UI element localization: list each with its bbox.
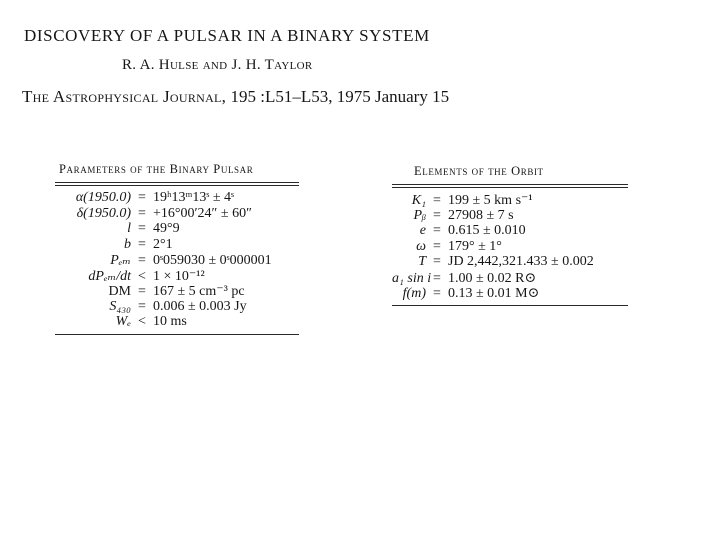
row-symbol: δ(1950.0) — [76, 205, 131, 221]
row-symbol: Pᵦ — [413, 207, 426, 223]
row-symbol: a₁ sin i — [392, 270, 432, 286]
row-value: 179° ± 1° — [448, 238, 502, 254]
row-relation: = — [433, 286, 441, 301]
table-row — [392, 239, 628, 255]
table-top-rule — [392, 184, 628, 188]
row-relation: < — [138, 314, 146, 329]
orbit-elements-caption: Elements of the Orbit — [414, 164, 544, 178]
paper-citation — [22, 87, 449, 107]
row-value: 49°9 — [153, 221, 180, 236]
row-value: 0ˢ059030 ± 0ˢ000001 — [153, 253, 272, 268]
row-symbol: Pₑₘ — [110, 253, 131, 268]
row-symbol: dPₑₘ/dt — [88, 268, 131, 284]
row-relation: = — [138, 236, 146, 252]
table-row — [392, 208, 628, 224]
table-row — [55, 221, 299, 237]
row-relation: < — [138, 268, 146, 284]
row-symbol: S₄₃₀ — [109, 298, 131, 314]
table-row — [55, 252, 299, 268]
row-symbol: f(m) — [402, 286, 426, 301]
row-value: 19ʰ13ᵐ13ˢ ± 4ˢ — [153, 190, 234, 205]
paper-title: DISCOVERY OF A PULSAR IN A BINARY SYSTEM — [24, 26, 430, 45]
pulsar-parameters-rows — [55, 190, 299, 330]
row-relation: = — [138, 205, 146, 221]
row-symbol: K₁ — [411, 193, 426, 208]
row-relation: = — [138, 253, 146, 268]
row-relation: = — [433, 254, 441, 269]
row-relation: = — [433, 193, 441, 208]
row-value: 2°1 — [153, 236, 173, 252]
row-value: 167 ± 5 cm⁻³ pc — [153, 284, 245, 299]
row-relation: = — [433, 270, 441, 286]
table-row — [55, 314, 299, 330]
table-row — [55, 206, 299, 222]
row-value: 199 ± 5 km s⁻¹ — [448, 193, 533, 208]
row-value: 0.13 ± 0.01 M⊙ — [448, 286, 540, 301]
table-row — [392, 285, 628, 301]
row-relation: = — [138, 190, 146, 205]
table-row — [392, 223, 628, 239]
pulsar-parameters-table — [55, 162, 299, 335]
row-symbol: α(1950.0) — [75, 190, 131, 205]
orbit-elements-table — [392, 164, 628, 306]
row-value: 1.00 ± 0.02 R⊙ — [448, 270, 537, 286]
row-value: 0.615 ± 0.010 — [448, 223, 526, 238]
table-bottom-rule — [392, 305, 628, 306]
citation-journal: The Astrophysical Journal, — [22, 87, 227, 106]
row-symbol: b — [124, 236, 131, 252]
table-row — [392, 192, 628, 208]
row-relation: = — [138, 221, 146, 236]
row-relation: = — [433, 223, 441, 238]
row-value: 1 × 10⁻¹² — [153, 268, 205, 284]
table-row — [392, 254, 628, 270]
row-value: 10 ms — [153, 314, 187, 329]
table-row — [392, 270, 628, 286]
row-value: JD 2,442,321.433 ± 0.002 — [448, 254, 594, 269]
row-relation: = — [138, 284, 146, 299]
row-symbol: DM — [108, 284, 131, 299]
pulsar-parameters-caption: Parameters of the Binary Pulsar — [59, 162, 254, 176]
table-row — [55, 299, 299, 315]
citation-reference: 195 :L51–L53, 1975 January 15 — [230, 87, 450, 106]
row-value: 0.006 ± 0.003 Jy — [153, 298, 247, 314]
row-relation: = — [433, 238, 441, 254]
table-top-rule — [55, 182, 299, 186]
row-symbol: T — [418, 254, 426, 269]
row-symbol: Wₑ — [115, 314, 131, 329]
table-row — [55, 190, 299, 206]
row-symbol: l — [127, 221, 131, 236]
table-row — [55, 237, 299, 253]
row-symbol: ω — [416, 238, 426, 254]
paper-authors: R. A. Hulse and J. H. Taylor — [122, 57, 313, 73]
row-symbol: e — [419, 223, 426, 238]
row-value: 27908 ± 7 s — [448, 207, 514, 223]
orbit-elements-rows — [392, 192, 628, 301]
table-row — [55, 283, 299, 299]
row-value: +16°00′24″ ± 60″ — [153, 205, 252, 221]
row-relation: = — [138, 298, 146, 314]
table-row — [55, 268, 299, 284]
row-relation: = — [433, 207, 441, 223]
table-bottom-rule — [55, 334, 299, 335]
